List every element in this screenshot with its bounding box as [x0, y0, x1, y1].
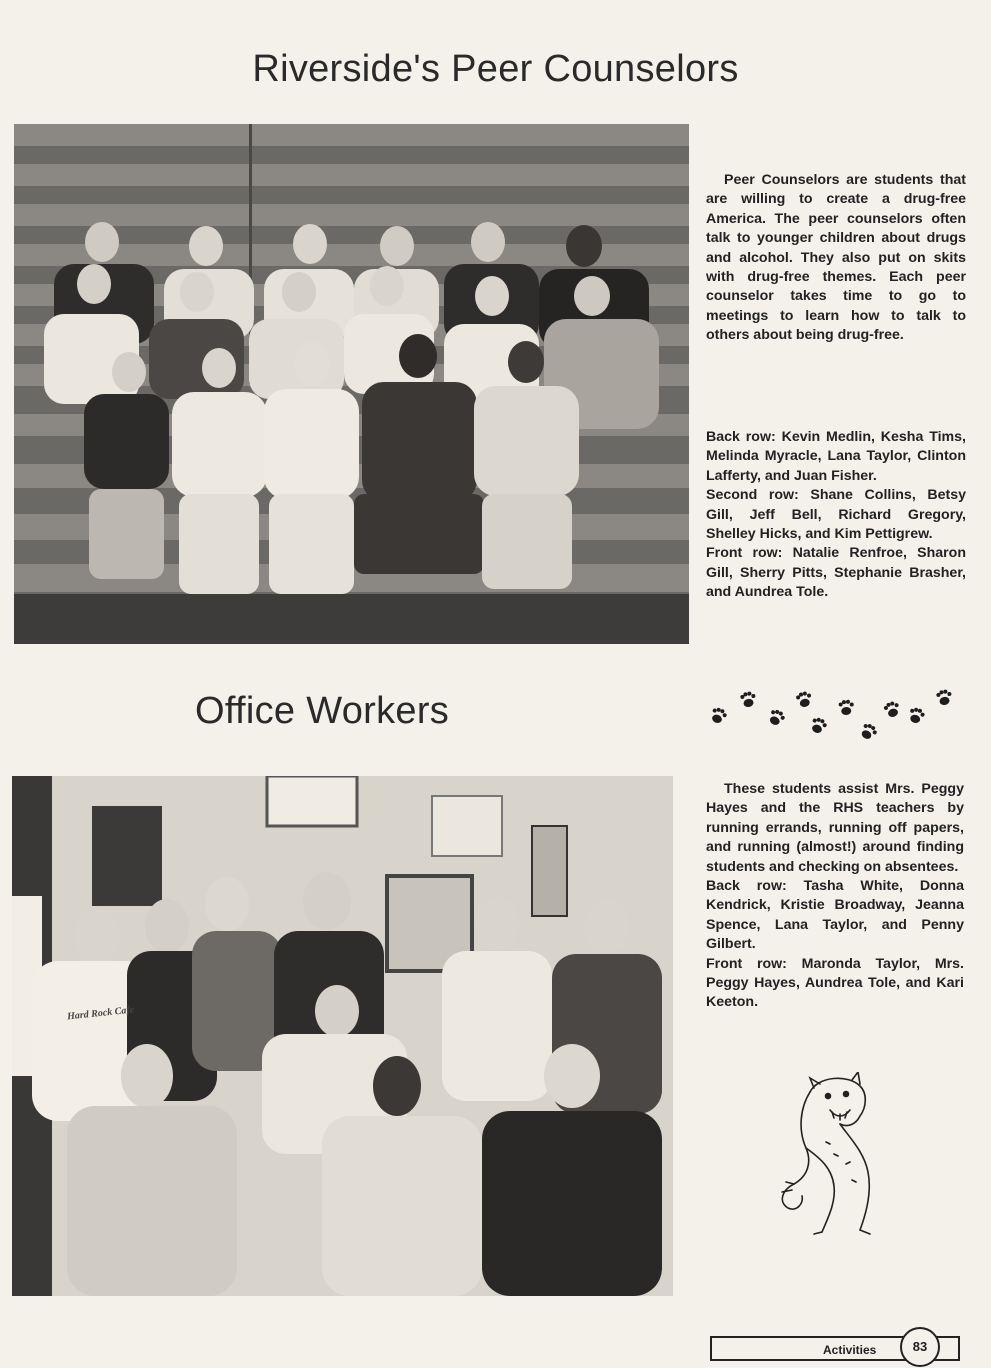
office-workers-photo — [12, 776, 673, 1296]
caption-row-names: Kevin Medlin, Kesha Tims, Melinda Myracle, Lana Taylor, Clinton Lafferty, and Juan Fisher. — [706, 429, 966, 484]
caption-row-names: Natalie Renfroe, Sharon Gill, Sherry Pitts, Stephanie Brasher, and Aundrea Tole. — [706, 545, 966, 601]
caption-row-names: Shane Collins, Betsy Gill, Jeff Bell, Richard Gregory, Shelley Hicks, and Kim Pettigrew. — [706, 487, 966, 543]
peer-counselors-caption — [706, 428, 966, 603]
office-workers-description — [706, 780, 964, 1013]
page-footer — [710, 1326, 962, 1368]
caption-row-label: Front row: — [706, 545, 783, 562]
peer-counselors-photo-art — [14, 124, 689, 644]
caption-row-label: Back row: — [706, 878, 787, 895]
peer-counselors-description — [706, 171, 966, 346]
caption-row — [706, 544, 966, 602]
shirt-logo-text: Hard Rock Cafe — [66, 1004, 135, 1023]
footer-frame-end — [950, 1336, 960, 1361]
paw-prints-icon — [708, 688, 968, 748]
page-number: 83 — [900, 1327, 940, 1367]
page-title-office-workers: Office Workers — [195, 690, 450, 732]
office-description-text: These students assist Mrs. Peggy Hayes and the RHS teachers by running errands, running off papers, and running (almost!) around finding students and checking on absentees. — [706, 781, 964, 875]
caption-row — [706, 877, 964, 955]
panther-art — [770, 1072, 890, 1237]
caption-row — [706, 955, 964, 1013]
footer-section-label: Activities — [823, 1343, 877, 1357]
page-title-peer-counselors: Riverside's Peer Counselors — [252, 48, 739, 90]
office-workers-photo-art — [12, 776, 673, 1296]
caption-row-label: Second row: — [706, 487, 799, 504]
caption-row — [706, 428, 966, 486]
peer-description-text: Peer Counselors are students that are willing to create a drug-free America. The peer counselors often talk to younger children about drugs and alcohol. They also put on skits with drug-free themes. Each peer counselor takes time to go to meetings to learn how to talk to others about being drug-free. — [706, 172, 966, 344]
caption-row-label: Back row: — [706, 429, 776, 445]
peer-counselors-photo — [14, 124, 689, 644]
paw-prints-art — [708, 688, 968, 748]
caption-row-label: Front row: — [706, 955, 787, 972]
caption-row-names: Tasha White, Donna Kendrick, Kristie Broadway, Jeanna Spence, Lana Taylor, and Penny Gilbert. — [706, 878, 964, 953]
caption-row-names: Maronda Taylor, Mrs. Peggy Hayes, Aundrea Tole, and Kari Keeton. — [706, 955, 965, 1011]
caption-row — [706, 486, 966, 544]
panther-icon — [770, 1072, 890, 1237]
